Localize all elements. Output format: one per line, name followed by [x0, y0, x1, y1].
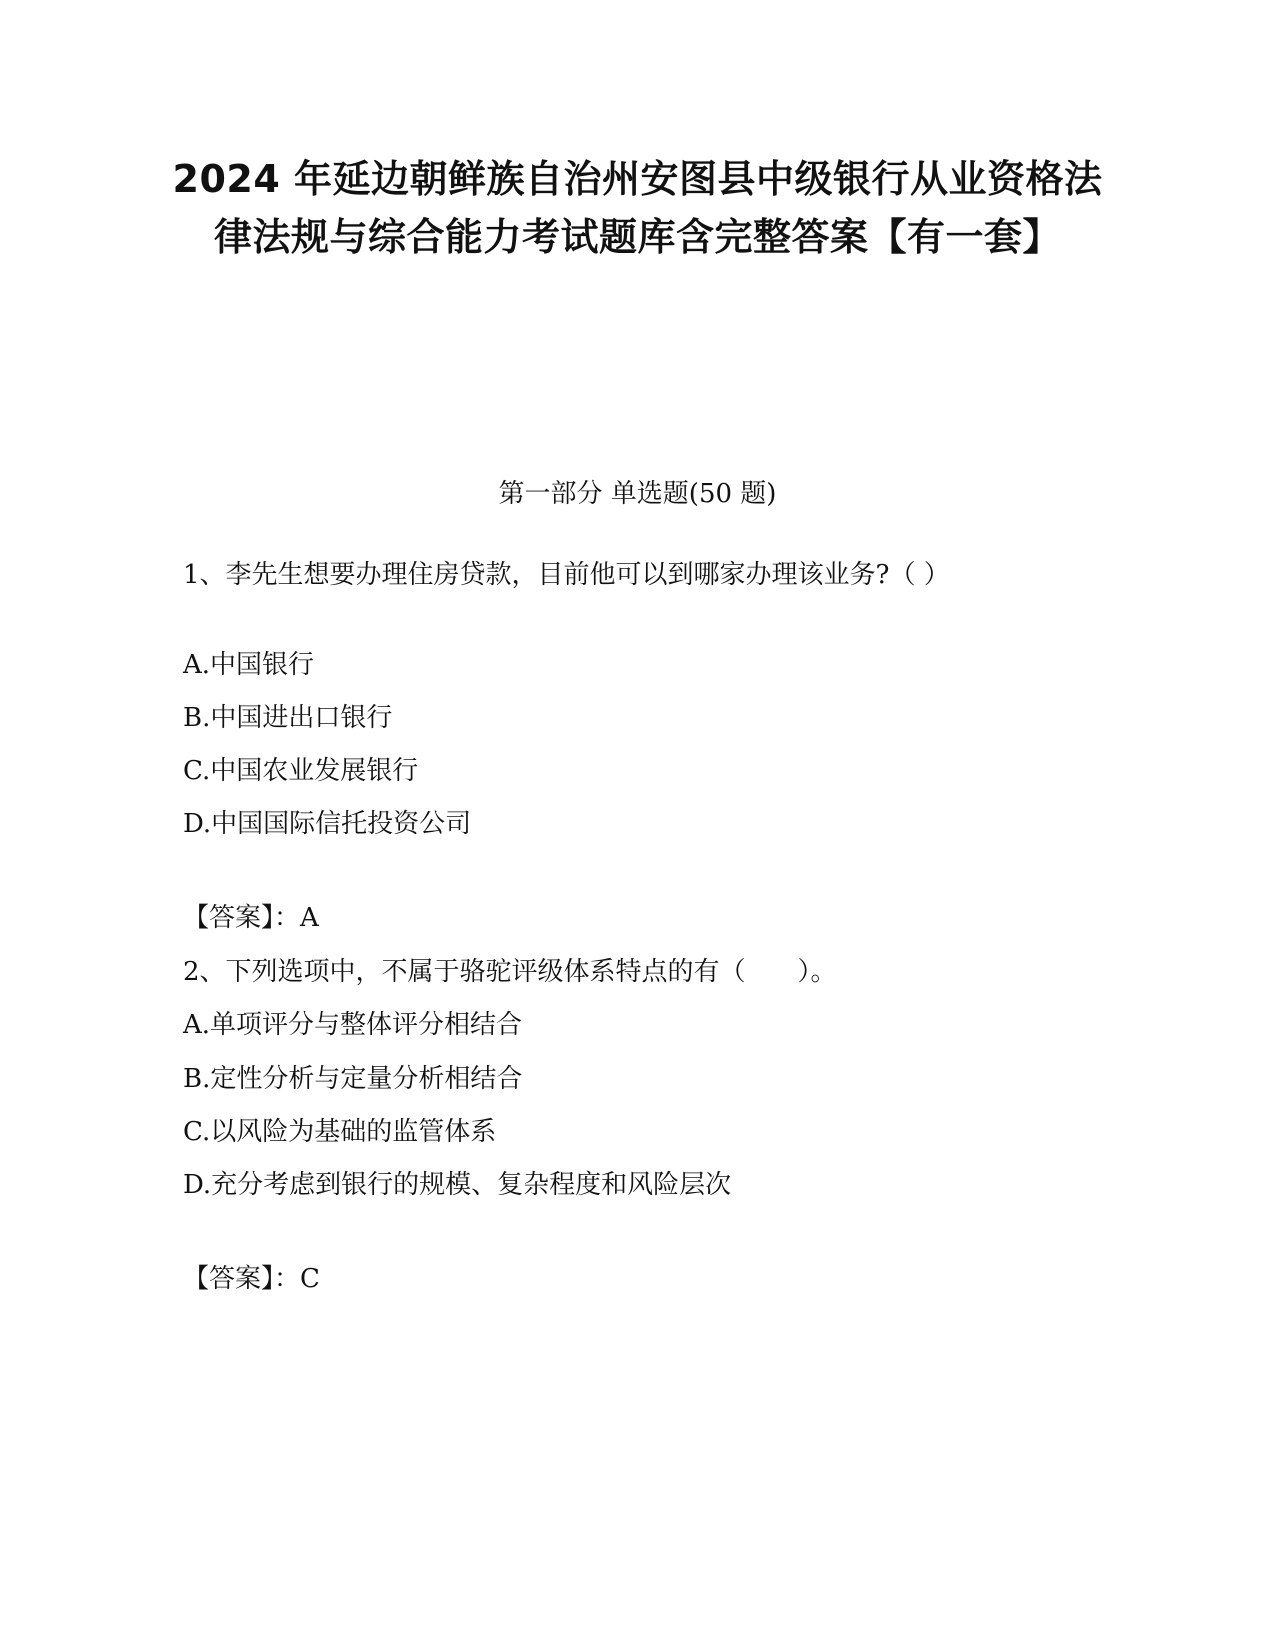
question-1-stem: 1、李先生想要办理住房贷款，目前他可以到哪家办理该业务?（ ）	[183, 560, 950, 590]
question-1-option-d: D.中国国际信托投资公司	[183, 809, 472, 839]
question-1-option-b: B.中国进出口银行	[183, 703, 393, 733]
question-2-option-c: C.以风险为基础的监管体系	[183, 1117, 497, 1147]
question-1-option-a: A.中国银行	[183, 650, 315, 680]
question-1-option-c: C.中国农业发展银行	[183, 756, 419, 786]
question-1-answer: 【答案】：A	[183, 903, 319, 933]
question-2-option-b: B.定性分析与定量分析相结合	[183, 1064, 523, 1094]
question-2-option-a: A.单项评分与整体评分相结合	[183, 1010, 523, 1040]
question-2-answer: 【答案】：C	[183, 1264, 320, 1294]
question-2-stem: 2、下列选项中，不属于骆驼评级体系特点的有（ ）。	[183, 957, 837, 987]
section-heading: 第一部分 单选题(50 题)	[498, 479, 777, 509]
question-2-option-d: D.充分考虑到银行的规模、复杂程度和风险层次	[183, 1170, 732, 1200]
document-title: 2024 年延边朝鲜族自治州安图县中级银行从业资格法律法规与综合能力考试题库含完整答案【有一套】	[172, 157, 1103, 259]
